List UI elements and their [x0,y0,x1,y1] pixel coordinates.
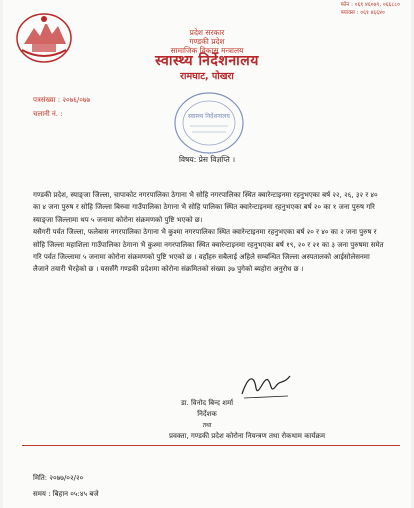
subject-line: विषय: प्रेस विज्ञप्ति । [178,155,236,164]
footer-divider [22,445,400,446]
office-address: रामघाट, पोखरा [180,71,234,82]
signatory-conjunction: तथा [202,422,212,429]
issue-time: समय : बिहान ०५:४५ बजे [33,490,99,498]
office-title: स्वास्थ्य निर्देशनालय [155,53,259,69]
press-release-body [33,189,385,276]
office-stamp-icon [170,88,248,158]
dispatch-number: चलानी नं. : [33,110,63,118]
stamp-text: स्वास्थ्य निर्देशनालय [188,113,230,120]
issue-date: मिति: २०७७/०२/२० [33,474,84,482]
letterhead-line-2: गण्डकी प्रदेश [189,37,225,46]
body-paragraph-1: गण्डकी प्रदेश, स्याङ्जा जिल्ला, चापाकोट नगरपालिका ठेगाना भै सोहि नगरपालिका स्थित क्वारेन्टाइनमा रहनुभएका बर्ष २२, २६, ३२ र ४० का ४ जना पुरुष र सोहि जिल्ला बिरुवा गाउँपालिका ठेगाना भै सोहि पालिका स्थित क्वारेन्टाइनमा रहनुभएका बर्ष २० का १ जना पुरुष गरि स्याङ्जा जिल्लामा थप ५ जनामा कोरोना संक्रमणको पुष्टि भएको छ। [33,191,378,224]
phone-number: फोन : ०६१ ४६०७९, ०६६८८० [340,2,400,8]
letter-number: पत्रसंख्या : २०७६/०७७ [33,96,91,104]
contact-info [341,1,400,17]
signatory-role: प्रवक्ता, गण्डकी प्रदेश कोरोना नियन्त्रण तथा रोकथाम कार्यक्रम [168,432,326,440]
signature-icon [238,370,294,402]
body-paragraph-2: यसैगरी पर्वत जिल्ला, फलेबास नगरपालिका ठेगाना भै कुश्मा नगरपालिका स्थित क्वारेन्टाइनमा रहनुभएका बर्ष २० र ४० का २ जना पुरुष र सोहि जिल्ला महाशिला गाउँपालिका ठेगाना भै कुश्मा नगरपालिका स्थित क्वारेन्टाइनमा रहनुभएका बर्ष १९, २० र २१ का ३ जना पुरुषमा समेत गरि पर्वत जिल्लामा ५ जनामा कोरोना संक्रमणको पुष्टि भएको छ । वहाँहरु सबैलाई अहिले सम्बन्धित जिल्ला अस्पतालको आईसोलेसनमा लैजाने तयारी भैरहेको छ । यससँगै गण्डकी प्रदेशमा कोरोना संक्रमितको संख्या ३७ पुगेको ब्यहोरा अनुरोध छ । [33,228,384,274]
letterhead-line-3: सामाजिक विकास मन्त्रालय [170,46,244,55]
fax-number: फ्याक्स : ०६१ ४६६४० [340,10,385,16]
letterhead-line-1: प्रदेश सरकार [189,28,225,37]
signatory-title: निर्देशक [197,410,217,418]
signatory-name: डा. विनोद बिन्द शर्मा [180,399,234,407]
